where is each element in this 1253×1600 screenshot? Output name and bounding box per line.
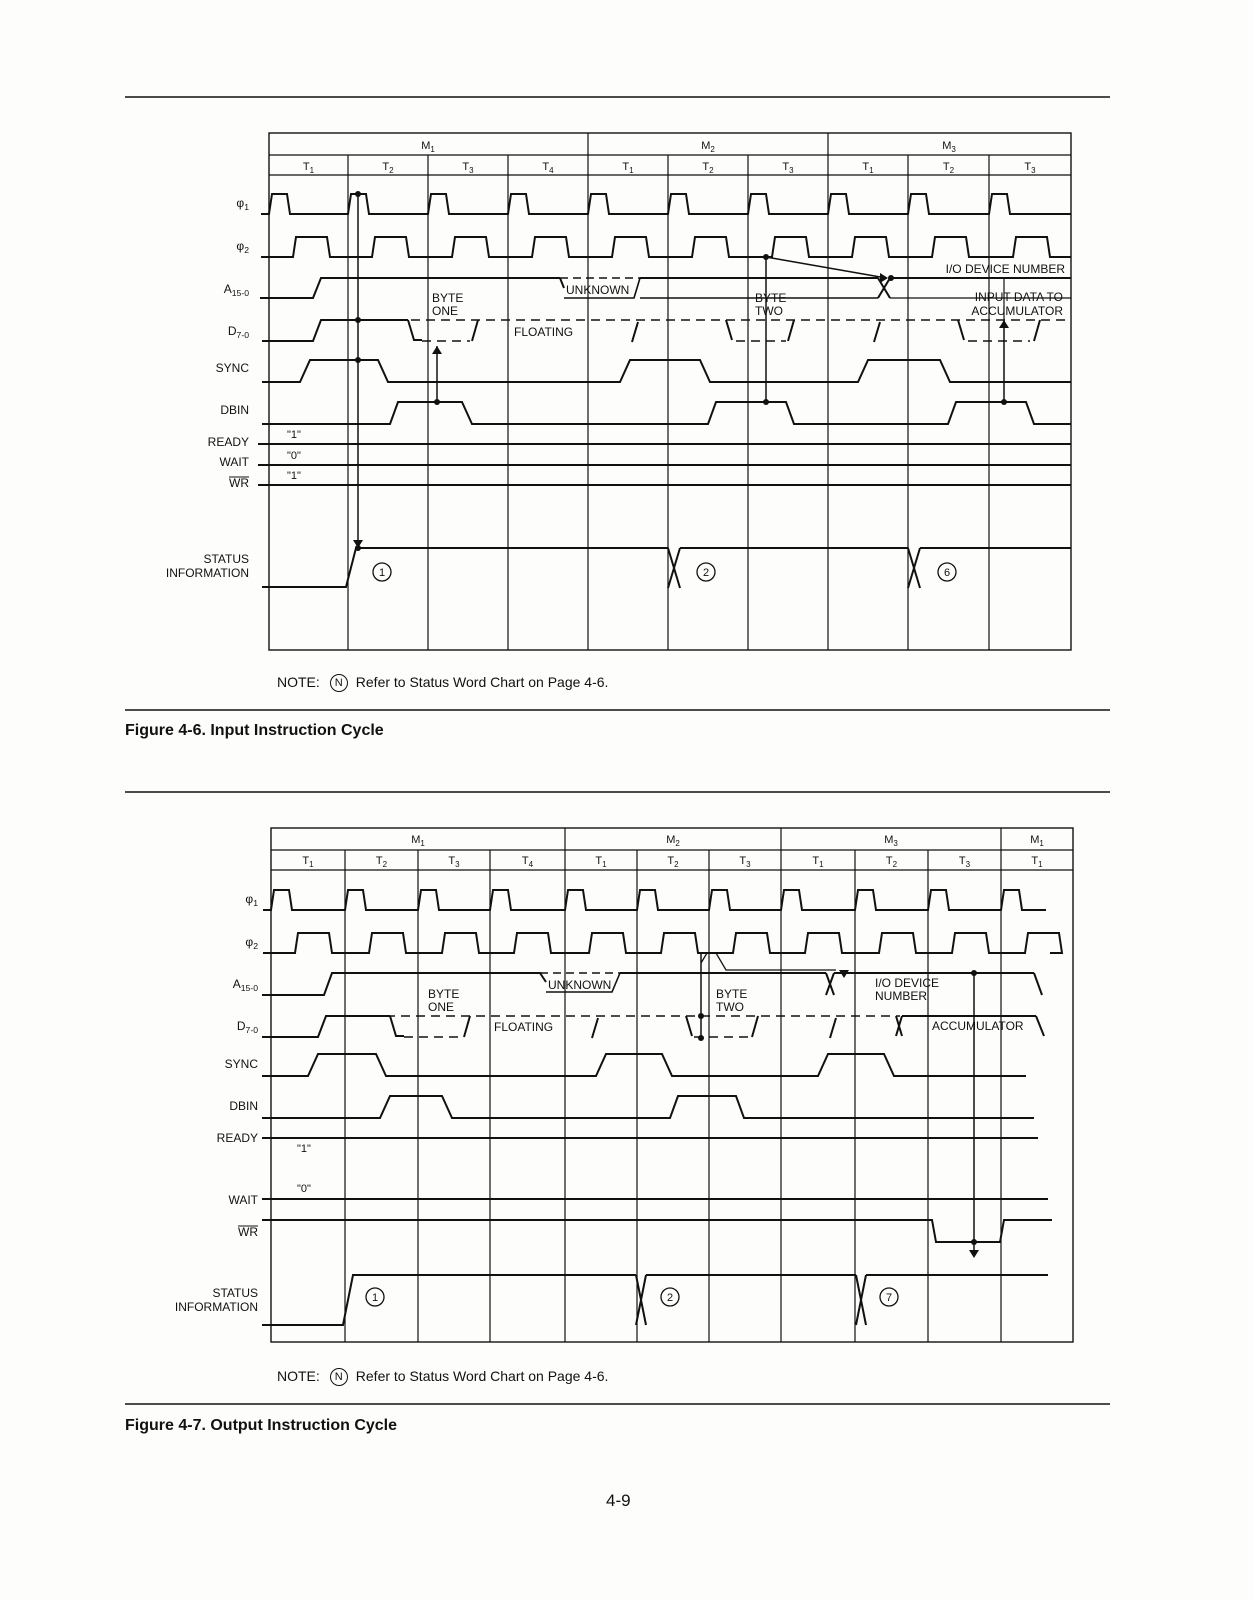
- fig1-frame: [269, 133, 1071, 650]
- fig2-unknown-label: UNKNOWN: [548, 978, 612, 992]
- junction-dot: [1001, 399, 1007, 405]
- fig2-frame: [271, 828, 1073, 1342]
- fig1-a-unknown-l: [560, 278, 564, 288]
- fig2-signal-2: $\varphi_2$: [245, 935, 258, 951]
- fig1-state-label-1: $T_2$: [382, 161, 394, 175]
- fig2-byte-two-line1: BYTE: [716, 987, 748, 1001]
- fig2-signal-ready: READY: [216, 1131, 258, 1145]
- fig1-byte-two-line2: TWO: [755, 304, 783, 318]
- fig1-d-v7: [958, 320, 964, 340]
- fig1-input-data-line1: INPUT DATA TO: [974, 290, 1063, 304]
- fig1-caption: Figure 4-6. Input Instruction Cycle: [125, 722, 384, 739]
- fig2-machine-cycle-4: $M_1$: [1030, 834, 1044, 848]
- fig2-a-wave: [262, 973, 546, 995]
- fig1-byte-one-line1: BYTE: [432, 291, 464, 305]
- fig1-phi1-wave: [261, 194, 1071, 214]
- junction-dot: [698, 1035, 704, 1041]
- fig1-signal-sync: SYNC: [215, 361, 249, 375]
- fig1-data-arrow-1: [432, 346, 442, 354]
- fig1-sync-wave: [262, 360, 1071, 382]
- fig1-signal-2: $\varphi_2$: [236, 239, 249, 255]
- fig2-sync-wave: [262, 1054, 1026, 1076]
- fig1-d-v1: [408, 320, 422, 340]
- fig2-d-wave: [262, 1016, 390, 1037]
- fig1-byte-two-line1: BYTE: [755, 291, 787, 305]
- fig2-signal-status: STATUS: [212, 1286, 258, 1300]
- fig1-unknown-label: UNKNOWN: [566, 283, 630, 297]
- fig1-note-prefix: NOTE:: [277, 674, 320, 690]
- fig2-signal-wr: WR: [238, 1225, 258, 1239]
- fig1-d-v6: [874, 322, 880, 342]
- fig1-state-label-2: $T_3$: [462, 161, 474, 175]
- fig1-byte-one-line2: ONE: [432, 304, 459, 318]
- fig2-floating-label: FLOATING: [494, 1020, 554, 1034]
- fig2-byte-one-line2: ONE: [428, 1000, 455, 1014]
- fig2-note-text: Refer to Status Word Chart on Page 4-6.: [355, 1368, 609, 1384]
- fig1-wr-level: "1": [287, 470, 301, 482]
- fig2-signal-sync: SYNC: [224, 1057, 258, 1071]
- fig1-note-text: Refer to Status Word Chart on Page 4-6.: [355, 674, 609, 690]
- fig1-dbin-wave: [262, 402, 1071, 424]
- fig1-data-arrow-3: [999, 320, 1009, 328]
- fig1-a-wave: [262, 278, 560, 298]
- fig2-state-label-6: $T_3$: [739, 855, 751, 869]
- fig2-state-label-4: $T_1$: [595, 855, 607, 869]
- fig1-status-arrow: [353, 540, 363, 548]
- fig1-ready-level: "1": [287, 429, 301, 441]
- fig1-signal-d70: $D_{7-0}$: [227, 324, 249, 340]
- fig1-machine-cycle-2: $M_2$: [701, 140, 715, 154]
- junction-dot: [971, 1239, 977, 1245]
- fig2-machine-cycle-1: $M_1$: [411, 834, 425, 848]
- fig1-signal-1: $\varphi_1$: [236, 196, 249, 212]
- fig1-d-v2: [472, 320, 478, 341]
- fig1-machine-cycle-1: $M_1$: [421, 140, 435, 154]
- fig2-d-v4: [686, 1016, 692, 1036]
- fig1-machine-cycle-3: $M_3$: [942, 140, 956, 154]
- fig1-phi2-wave: [261, 237, 1071, 257]
- fig2-state-label-10: $T_1$: [1031, 855, 1043, 869]
- fig1-state-label-8: $T_2$: [942, 161, 955, 175]
- fig1-status-code-1: 1: [378, 567, 386, 579]
- fig2-status-code-2: 2: [666, 1292, 674, 1304]
- junction-dot: [355, 191, 361, 197]
- fig1-io-device-label: I/O DEVICE NUMBER: [945, 262, 1065, 276]
- fig2-accumulator-label: ACCUMULATOR: [932, 1019, 1024, 1033]
- junction-dot: [888, 275, 894, 281]
- junction-dot: [971, 970, 977, 976]
- fig1-status-code-2: 2: [702, 567, 710, 579]
- fig2-state-label-2: $T_3$: [448, 855, 460, 869]
- fig1-state-label-4: $T_1$: [622, 161, 634, 175]
- fig1-status-code-3: 6: [943, 567, 951, 579]
- fig1-signal-wr: WR: [229, 476, 249, 490]
- fig2-d-v3: [592, 1018, 598, 1038]
- fig2-signal-dbin: DBIN: [229, 1099, 258, 1113]
- fig1-d-v4: [726, 320, 732, 340]
- fig1-d-v5: [788, 320, 794, 341]
- fig1-signal-a150: $A_{15-0}$: [223, 282, 249, 298]
- fig1-signal-dbin: DBIN: [220, 403, 249, 417]
- fig1-wait-level: "0": [287, 450, 301, 462]
- fig2-wr-wave: [262, 1220, 1052, 1242]
- fig2-state-label-0: $T_1$: [302, 855, 314, 869]
- fig2-io-device-line1: I/O DEVICE: [875, 976, 940, 990]
- fig1-input-data-line2: ACCUMULATOR: [971, 304, 1063, 318]
- fig1-state-label-5: $T_2$: [702, 161, 714, 175]
- fig2-signal-wait: WAIT: [228, 1193, 258, 1207]
- fig2-signal-d70: $D_{7-0}$: [236, 1019, 258, 1035]
- fig2-caption: Figure 4-7. Output Instruction Cycle: [125, 1417, 398, 1434]
- fig2-note-prefix: NOTE:: [277, 1368, 320, 1384]
- fig2-state-label-7: $T_1$: [812, 855, 824, 869]
- junction-dot: [355, 317, 361, 323]
- fig2-status-code-3: 7: [885, 1292, 893, 1304]
- fig1-note: [277, 674, 608, 692]
- fig1-state-label-9: $T_3$: [1024, 161, 1036, 175]
- fig2-state-label-1: $T_2$: [375, 855, 388, 869]
- fig2-state-label-8: $T_2$: [885, 855, 898, 869]
- fig1-state-label-6: $T_3$: [782, 161, 794, 175]
- fig1-signal-status: STATUS: [203, 552, 249, 566]
- fig1-state-label-7: $T_1$: [862, 161, 874, 175]
- fig2-a-fall: [1034, 973, 1042, 995]
- fig2-ready-level: "1": [297, 1143, 311, 1155]
- junction-dot: [763, 399, 769, 405]
- fig2-status-wave: [262, 1275, 636, 1325]
- fig2-state-label-9: $T_3$: [958, 855, 971, 869]
- fig1-d-wave: [262, 320, 408, 341]
- fig1-state-label-3: $T_4$: [542, 161, 554, 175]
- fig1-floating-label: FLOATING: [514, 325, 574, 339]
- fig1-d-v3: [632, 322, 638, 342]
- fig1-status-wave: [262, 548, 668, 587]
- fig2-d-v1: [390, 1016, 404, 1036]
- fig1-signal-wait: WAIT: [219, 455, 249, 469]
- fig2-io-device-line2: NUMBER: [875, 989, 928, 1003]
- fig2-phi2-wave: [263, 933, 1062, 953]
- fig2-signal-1: $\varphi_1$: [245, 892, 258, 908]
- fig2-note-symbol: N: [330, 1368, 348, 1386]
- fig2-signal-information: INFORMATION: [174, 1300, 258, 1314]
- fig2-dbin-wave: [262, 1096, 1034, 1118]
- fig1-d-v8: [1034, 320, 1040, 341]
- junction-dot: [434, 399, 440, 405]
- fig2-note: [277, 1368, 608, 1386]
- junction-dot: [698, 1013, 704, 1019]
- fig2-wait-level: "0": [297, 1183, 311, 1195]
- fig2-machine-cycle-3: $M_3$: [884, 834, 898, 848]
- fig1-signal-information: INFORMATION: [165, 566, 249, 580]
- fig2-d-fall: [1036, 1016, 1044, 1036]
- fig2-d-v5: [752, 1016, 758, 1037]
- fig2-machine-cycle-2: $M_2$: [666, 834, 680, 848]
- page-number: 4-9: [606, 1491, 631, 1510]
- fig2-byte-two-line2: TWO: [716, 1000, 744, 1014]
- fig1-note-symbol: N: [330, 674, 348, 692]
- fig1-byte-two-arrow: [766, 257, 886, 278]
- fig2-status-code-1: 1: [371, 1292, 379, 1304]
- fig2-wr-arrow: [969, 1250, 979, 1258]
- fig2-d-v6: [830, 1018, 836, 1038]
- fig2-signal-a150: $A_{15-0}$: [232, 977, 258, 993]
- fig2-byte-one-line1: BYTE: [428, 987, 460, 1001]
- fig2-state-label-3: $T_4$: [521, 855, 534, 869]
- fig2-state-label-5: $T_2$: [667, 855, 679, 869]
- fig2-io-route: [701, 953, 836, 970]
- fig1-state-label-0: $T_1$: [302, 161, 315, 175]
- fig1-signal-ready: READY: [207, 435, 249, 449]
- junction-dot: [355, 357, 361, 363]
- fig2-d-v2: [464, 1016, 470, 1037]
